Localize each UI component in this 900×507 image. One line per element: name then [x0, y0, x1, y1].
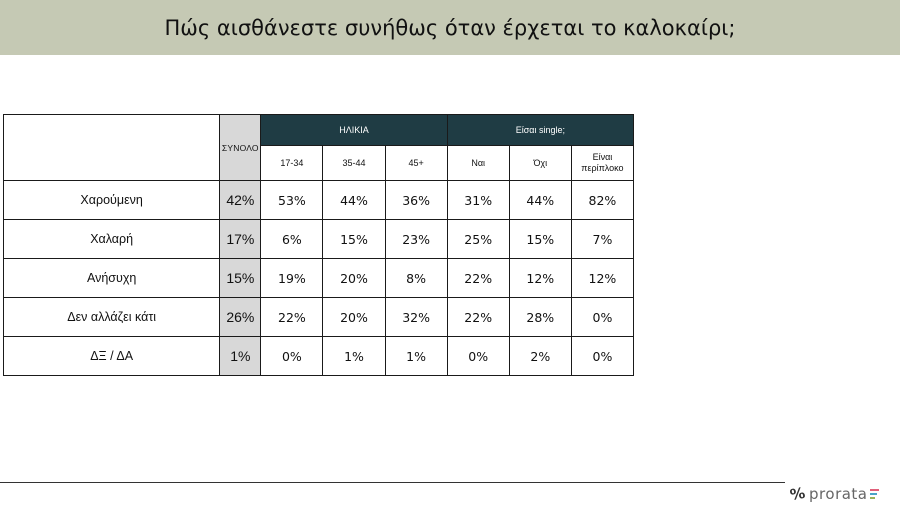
brand-bars-icon	[870, 488, 879, 500]
total-value: 1%	[220, 337, 261, 376]
cell-value: 6%	[261, 220, 323, 259]
cell-value: 12%	[571, 259, 633, 298]
column-header: 35-44	[323, 146, 385, 181]
column-header: 17-34	[261, 146, 323, 181]
cell-value: 8%	[385, 259, 447, 298]
table-row	[4, 259, 634, 298]
cell-value: 15%	[509, 220, 571, 259]
cell-value: 0%	[261, 337, 323, 376]
brand-bar	[870, 497, 875, 499]
row-label: Ανήσυχη	[4, 259, 220, 298]
table-row	[4, 220, 634, 259]
table-row	[4, 298, 634, 337]
cell-value: 1%	[385, 337, 447, 376]
brand-name: prorata	[809, 485, 868, 503]
cell-value: 12%	[509, 259, 571, 298]
group-header: ΗΛΙΚΙΑ	[261, 115, 447, 146]
table-row	[4, 337, 634, 376]
table-row	[4, 181, 634, 220]
cell-value: 20%	[323, 259, 385, 298]
cell-value: 20%	[323, 298, 385, 337]
group-header: Είσαι single;	[447, 115, 633, 146]
cell-value: 0%	[571, 337, 633, 376]
cell-value: 23%	[385, 220, 447, 259]
cell-value: 0%	[571, 298, 633, 337]
row-label: Δεν αλλάζει κάτι	[4, 298, 220, 337]
row-label: Χαρούμενη	[4, 181, 220, 220]
cell-value: 19%	[261, 259, 323, 298]
brand-bar	[870, 493, 877, 495]
cell-value: 53%	[261, 181, 323, 220]
header-row-groups	[4, 115, 634, 146]
total-value: 26%	[220, 298, 261, 337]
table-corner	[4, 115, 220, 181]
cell-value: 44%	[323, 181, 385, 220]
page-title: Πώς αισθάνεστε συνήθως όταν έρχεται το καλοκαίρι;	[164, 15, 736, 40]
total-column-header: ΣΥΝΟΛΟ	[220, 115, 261, 181]
column-header: 45+	[385, 146, 447, 181]
cell-value: 7%	[571, 220, 633, 259]
cell-value: 1%	[323, 337, 385, 376]
cell-value: 0%	[447, 337, 509, 376]
column-header: Είναι περίπλοκο	[571, 146, 633, 181]
total-value: 15%	[220, 259, 261, 298]
total-value: 17%	[220, 220, 261, 259]
cell-value: 22%	[447, 298, 509, 337]
column-header: Ναι	[447, 146, 509, 181]
brand-bar	[870, 489, 879, 491]
survey-table	[3, 114, 634, 376]
total-value: 42%	[220, 181, 261, 220]
title-bar	[0, 0, 900, 55]
cell-value: 2%	[509, 337, 571, 376]
cell-value: 25%	[447, 220, 509, 259]
cell-value: 36%	[385, 181, 447, 220]
cell-value: 44%	[509, 181, 571, 220]
cell-value: 82%	[571, 181, 633, 220]
brand-symbol: %	[788, 483, 807, 505]
cell-value: 31%	[447, 181, 509, 220]
brand-logo	[790, 484, 898, 504]
row-label: ΔΞ / ΔΑ	[4, 337, 220, 376]
cell-value: 22%	[261, 298, 323, 337]
cell-value: 32%	[385, 298, 447, 337]
footer-divider	[0, 482, 785, 483]
cell-value: 15%	[323, 220, 385, 259]
cell-value: 22%	[447, 259, 509, 298]
row-label: Χαλαρή	[4, 220, 220, 259]
cell-value: 28%	[509, 298, 571, 337]
column-header: Όχι	[509, 146, 571, 181]
